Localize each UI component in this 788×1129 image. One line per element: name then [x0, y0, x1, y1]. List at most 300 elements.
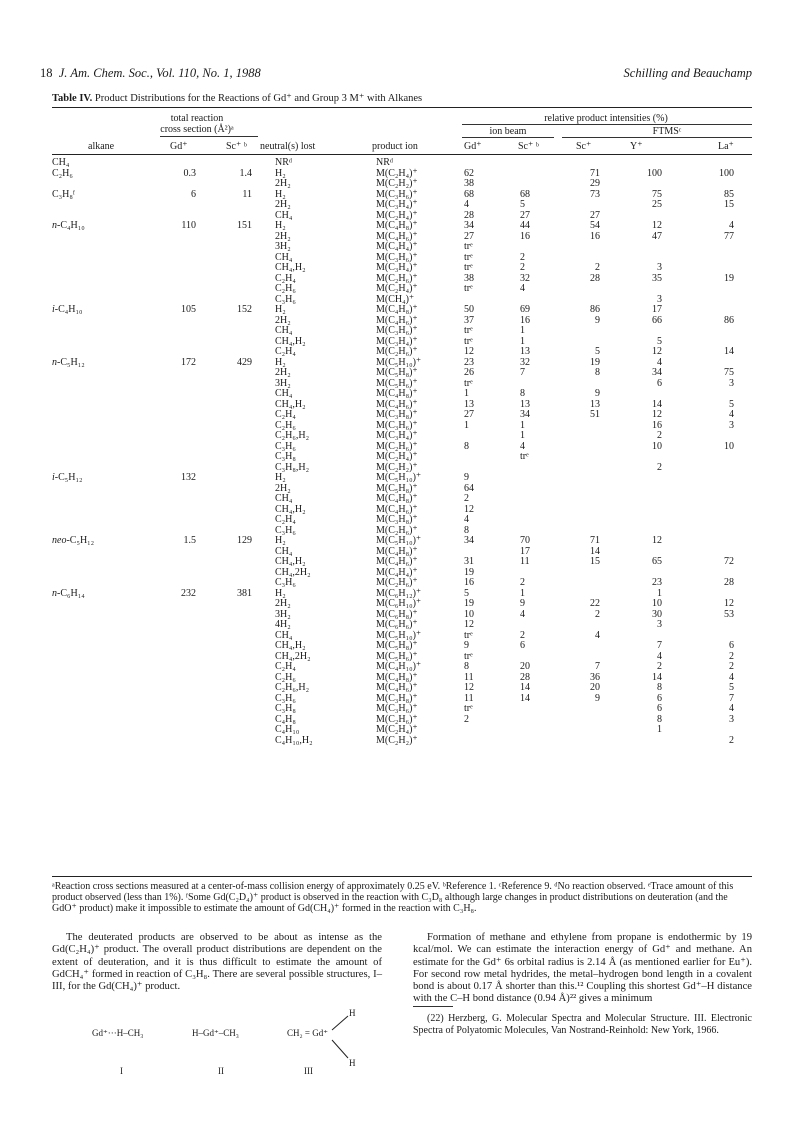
cell-ion-beam-sc: 11: [520, 556, 530, 567]
cell-neutral-lost: H₂: [275, 220, 286, 231]
col-header-gd: Gd⁺: [170, 141, 188, 152]
cell-ion-beam-gd: 4: [464, 199, 469, 210]
cell-ftms-y: 2: [657, 661, 662, 672]
cell-product-ion: M(C₅H₁₀)⁺: [376, 629, 422, 641]
cell-ftms-la: 4: [729, 703, 734, 714]
cell-neutral-lost: CH₄,H₂: [275, 640, 306, 651]
structure-label-3: III: [304, 1066, 313, 1076]
cell-product-ion: M(C₄H₈)⁺: [376, 671, 418, 683]
cell-ftms-y: 35: [652, 272, 662, 284]
cell-ftms-y: 5: [657, 335, 662, 347]
cell-product-ion: M(C₃H₈)⁺: [376, 692, 418, 704]
cell-ion-beam-gd: 23: [464, 356, 474, 368]
cell-ion-beam-gd: trᵉ: [464, 377, 473, 389]
cell-ion-beam-gd: 19: [464, 598, 474, 609]
cell-ftms-sc: 9: [595, 692, 600, 704]
cell-ion-beam-gd: 12: [464, 682, 474, 693]
cell-product-ion: M(C₄H₆)⁺: [376, 503, 418, 515]
cell-ftms-la: 6: [729, 640, 734, 651]
cell-ftms-y: 10: [652, 598, 662, 609]
cell-ion-beam-gd: 5: [464, 587, 469, 599]
table-row: [52, 620, 752, 631]
table-row: [52, 641, 752, 652]
cell-product-ion: M(C₂H₆)⁺: [376, 346, 418, 357]
cell-alkane: n-C₄H₁₀: [52, 220, 85, 231]
cell-ion-beam-gd: trᵉ: [464, 335, 473, 347]
cell-neutral-lost: 2H₂: [275, 598, 291, 609]
cell-alkane: n-C₅H₁₂: [52, 356, 85, 368]
cell-ftms-sc: 5: [595, 346, 600, 357]
table-row: [52, 242, 752, 253]
cell-product-ion: M(C₃H₆)⁺: [376, 703, 418, 714]
table-row: [52, 683, 752, 694]
cell-ion-beam-gd: 64: [464, 482, 474, 494]
cell-ftms-y: 8: [657, 713, 662, 725]
cell-ion-beam-sc: 1: [520, 325, 525, 336]
cell-ion-beam-sc: 14: [520, 682, 530, 693]
table-caption-text: Product Distributions for the Reactions of Gd⁺ and Group 3 M⁺ with Alkanes: [94, 93, 423, 104]
cell-product-ion: M(C₄H₁₀)⁺: [376, 661, 422, 672]
cell-ftms-y: 23: [652, 577, 662, 588]
cell-ion-beam-sc: 16: [520, 314, 530, 326]
cell-alkane: C₂H₆: [52, 167, 73, 179]
cell-ion-beam-gd: 19: [464, 566, 474, 578]
cell-ion-beam-sc: 16: [520, 230, 530, 242]
cell-ftms-la: 4: [729, 220, 734, 231]
table-row: [52, 389, 752, 400]
cell-product-ion: M(C₄H₈)⁺: [376, 220, 418, 231]
cell-product-ion: M(C₅H₁₀)⁺: [376, 356, 422, 368]
cell-sc-cross-section: 429: [237, 356, 252, 368]
cell-alkane: i-C₄H₁₀: [52, 304, 83, 315]
cell-ftms-sc: 36: [590, 671, 600, 683]
cell-product-ion: M(C₄H₄)⁺: [376, 241, 418, 252]
cell-ion-beam-sc: 32: [520, 356, 530, 368]
cell-ion-beam-sc: 27: [520, 209, 530, 221]
cell-ftms-sc: 16: [590, 230, 600, 242]
cell-ftms-y: 12: [652, 409, 662, 420]
cell-sc-cross-section: 1.4: [239, 167, 252, 179]
cell-product-ion: M(C₃H₄)⁺: [376, 335, 418, 347]
cell-product-ion: M(C₄H₆)⁺: [376, 682, 418, 693]
structure-3: CH₂ = Gd⁺: [287, 1028, 328, 1038]
cell-ftms-sc: 14: [590, 545, 600, 557]
cell-product-ion: M(C₃H₄)⁺: [376, 430, 418, 441]
cell-product-ion: M(C₂H₄)⁺: [376, 167, 418, 179]
cell-ftms-la: 10: [724, 440, 734, 452]
cell-ftms-la: 3: [729, 713, 734, 725]
cell-product-ion: M(C₂H₂)⁺: [376, 178, 418, 189]
cell-neutral-lost: CH₄: [275, 251, 293, 263]
cell-gd-cross-section: 105: [181, 304, 196, 315]
table-body: [52, 158, 752, 746]
col-header-ib-gd: Gd⁺: [464, 141, 482, 152]
cell-ftms-la: 53: [724, 608, 734, 620]
cell-ftms-y: 8: [657, 682, 662, 693]
table-row: [52, 578, 752, 589]
structure-label-2: II: [218, 1066, 224, 1076]
cell-ion-beam-sc: 9: [520, 598, 525, 609]
right-column: [413, 932, 752, 1006]
cell-ftms-la: 2: [729, 734, 734, 746]
cell-ion-beam-gd: 38: [464, 272, 474, 284]
header-ion-beam: ion beam: [489, 126, 527, 137]
col-header-ib-sc: Sc⁺ ᵇ: [518, 141, 539, 152]
cell-product-ion: M(C₂H₆)⁺: [376, 524, 418, 536]
cell-ftms-y: 47: [652, 230, 662, 242]
cell-ftms-sc: 29: [590, 178, 600, 189]
cell-product-ion: M(C₄H₈)⁺: [376, 545, 418, 557]
cell-ion-beam-gd: trᵉ: [464, 325, 473, 336]
cell-neutral-lost: C₂H₄: [275, 661, 296, 672]
cell-neutral-lost: H₂: [275, 188, 286, 200]
cell-ftms-y: 14: [652, 671, 662, 683]
cell-ftms-y: 34: [652, 367, 662, 378]
left-column: [52, 932, 382, 993]
cell-ftms-y: 16: [652, 419, 662, 431]
cell-ftms-la: 3: [729, 377, 734, 389]
cell-ftms-y: 7: [657, 640, 662, 651]
cell-ftms-y: 3: [657, 619, 662, 630]
cell-alkane: i-C₅H₁₂: [52, 472, 83, 483]
header-total-reaction: total reaction: [170, 113, 224, 124]
cell-ftms-la: 5: [729, 682, 734, 693]
table-row: [52, 410, 752, 421]
cell-ion-beam-sc: 1: [520, 419, 525, 431]
cell-ion-beam-sc: trᵉ: [520, 451, 529, 462]
cell-ftms-la: 77: [724, 230, 734, 242]
cell-ftms-la: 100: [719, 167, 734, 179]
col-header-sc-b: Sc⁺ ᵇ: [226, 141, 247, 152]
cell-ion-beam-gd: 11: [464, 671, 474, 683]
cell-ftms-sc: 4: [595, 629, 600, 641]
cell-neutral-lost: 2H₂: [275, 230, 291, 242]
cell-ftms-la: 28: [724, 577, 734, 588]
cell-ftms-sc: 13: [590, 398, 600, 410]
cell-ftms-y: 6: [657, 377, 662, 389]
cell-ftms-sc: 71: [590, 535, 600, 546]
cell-ftms-sc: 9: [595, 314, 600, 326]
cell-ftms-la: 12: [724, 598, 734, 609]
cell-ftms-y: 1: [657, 587, 662, 599]
cell-ion-beam-gd: 9: [464, 640, 469, 651]
cell-neutral-lost: CH₄: [275, 209, 293, 221]
cell-ion-beam-sc: 44: [520, 220, 530, 231]
col-header-product-ion: product ion: [372, 141, 418, 152]
cell-ion-beam-gd: 2: [464, 713, 469, 725]
cell-neutral-lost: C₂H₆: [275, 671, 296, 683]
cell-neutral-lost: C₃H₆: [275, 524, 296, 536]
cell-ion-beam-sc: 1: [520, 587, 525, 599]
cell-ion-beam-gd: 4: [464, 514, 469, 525]
running-head-left: [40, 66, 261, 81]
cell-neutral-lost: 3H₂: [275, 608, 291, 620]
cell-ion-beam-gd: 26: [464, 367, 474, 378]
cell-ion-beam-sc: 34: [520, 409, 530, 420]
table-row: [52, 431, 752, 442]
cell-ftms-sc: 71: [590, 167, 600, 179]
cell-ftms-sc: 51: [590, 409, 600, 420]
cell-ftms-sc: 2: [595, 262, 600, 273]
cell-ion-beam-sc: 4: [520, 283, 525, 294]
cell-ion-beam-gd: 68: [464, 188, 474, 200]
cell-ion-beam-gd: trᵉ: [464, 251, 473, 263]
cell-alkane: n-C₆H₁₄: [52, 587, 85, 599]
cell-ion-beam-sc: 70: [520, 535, 530, 546]
cell-product-ion: M(C₃H₆)⁺: [376, 419, 418, 431]
cell-neutral-lost: C₂H₆: [275, 283, 296, 294]
cell-ion-beam-gd: trᵉ: [464, 283, 473, 294]
header-ftms: FTMSᶜ: [652, 126, 682, 137]
cell-sc-cross-section: 151: [237, 220, 252, 231]
cell-neutral-lost: C₄H₈: [275, 713, 296, 725]
cell-neutral-lost: C₄H₁₀,H₂: [275, 734, 313, 746]
cell-ftms-sc: 27: [590, 209, 600, 221]
cell-neutral-lost: CH₄,2H₂: [275, 650, 311, 662]
header-cross-section-rule: [160, 136, 258, 137]
table-row: [52, 326, 752, 337]
cell-neutral-lost: NRᵈ: [275, 157, 293, 168]
cell-neutral-lost: 4H₂: [275, 619, 291, 630]
cell-ftms-y: 6: [657, 692, 662, 704]
table-row: [52, 704, 752, 715]
cell-ftms-la: 75: [724, 367, 734, 378]
cell-neutral-lost: CH₄,H₂: [275, 398, 306, 410]
table-row: [52, 179, 752, 190]
cell-neutral-lost: CH₄: [275, 545, 293, 557]
header-ftms-rule: [562, 137, 752, 138]
cell-gd-cross-section: 132: [181, 472, 196, 483]
cell-product-ion: M(C₂H₆)⁺: [376, 272, 418, 284]
table-row: [52, 725, 752, 736]
cell-product-ion: M(C₂H₂)⁺: [376, 734, 418, 746]
table-row: [52, 347, 752, 358]
cell-product-ion: M(C₃H₈)⁺: [376, 409, 418, 420]
cell-ftms-y: 2: [657, 461, 662, 473]
cell-product-ion: M(CH₄)⁺: [376, 293, 415, 305]
journal-citation: J. Am. Chem. Soc., Vol. 110, No. 1, 1988: [58, 66, 261, 80]
cell-ftms-la: 3: [729, 419, 734, 431]
cell-ion-beam-sc: 13: [520, 346, 530, 357]
cell-neutral-lost: 3H₂: [275, 377, 291, 389]
cell-product-ion: M(C₆H₈)⁺: [376, 608, 418, 620]
cell-gd-cross-section: 232: [181, 587, 196, 599]
cell-ion-beam-gd: 12: [464, 503, 474, 515]
table-header-rule: [52, 154, 752, 155]
table-row: [52, 515, 752, 526]
cell-sc-cross-section: 129: [237, 535, 252, 546]
cell-ftms-sc: 86: [590, 304, 600, 315]
cell-ion-beam-gd: 62: [464, 167, 474, 179]
cell-ftms-la: 4: [729, 409, 734, 420]
cell-product-ion: M(C₄H₆)⁺: [376, 398, 418, 410]
cell-ftms-sc: 7: [595, 661, 600, 672]
cell-ion-beam-gd: 16: [464, 577, 474, 588]
table-top-rule: [52, 107, 752, 108]
cell-ftms-y: 12: [652, 220, 662, 231]
table-caption: [52, 93, 752, 105]
cell-ion-beam-sc: 2: [520, 629, 525, 641]
cell-ion-beam-sc: 68: [520, 188, 530, 200]
table-row: [52, 494, 752, 505]
cell-ion-beam-gd: 11: [464, 692, 474, 704]
table-row: [52, 599, 752, 610]
cell-ion-beam-sc: 69: [520, 304, 530, 315]
cell-product-ion: M(C₄H₆)⁺: [376, 230, 418, 242]
table-footnotes: ᵃReaction cross sections measured at a center-of-mass collision energy of approximately 0.25 eV. ᵇReference 1. ᶜReference 9. ᵈNo reaction observed. ᵉTrace amount of this product observed (less than 1%). ᶠSome Gd(C₂D₄)⁺ product is observed in the reaction with C₃D₈ although large changes in product distributions on deuteration (and the GdO⁺ product) make it impossible to estimate the amount of Gd(CH₄)⁺ formed in the reaction with C₃H₈.: [52, 881, 734, 914]
cell-product-ion: M(C₅H₆)⁺: [376, 377, 418, 389]
cell-ion-beam-sc: 6: [520, 640, 525, 651]
cell-ftms-sc: 54: [590, 220, 600, 231]
cell-ion-beam-gd: trᵉ: [464, 629, 473, 641]
cell-neutral-lost: CH₄: [275, 325, 293, 336]
cell-ftms-y: 12: [652, 535, 662, 546]
cell-product-ion: M(C₃H₈)⁺: [376, 514, 418, 525]
cell-gd-cross-section: 110: [181, 220, 196, 231]
table-bottom-rule: [52, 876, 752, 877]
cell-neutral-lost: C₃H₆: [275, 440, 296, 452]
cell-product-ion: M(C₃H₆)⁺: [376, 251, 418, 263]
cell-ion-beam-gd: 38: [464, 178, 474, 189]
structure-3-h-top: H: [349, 1008, 356, 1018]
cell-ion-beam-gd: 31: [464, 556, 474, 567]
cell-ion-beam-gd: trᵉ: [464, 650, 473, 662]
cell-neutral-lost: H₂: [275, 167, 286, 179]
cell-ion-beam-sc: 5: [520, 199, 525, 210]
cell-ftms-y: 10: [652, 440, 662, 452]
cell-ion-beam-gd: 1: [464, 388, 469, 399]
cell-product-ion: M(C₄H₈)⁺: [376, 388, 418, 399]
cell-ftms-y: 25: [652, 199, 662, 210]
structure-2: H–Gd⁺–CH₃: [192, 1028, 239, 1038]
cell-ion-beam-gd: 8: [464, 661, 469, 672]
cell-ion-beam-gd: 50: [464, 304, 474, 315]
header-cross-section: cross section (Å²)ᵃ: [160, 124, 234, 135]
table-row: [52, 368, 752, 379]
reference-rule: [413, 1006, 453, 1007]
cell-neutral-lost: C₃H₆: [275, 293, 296, 305]
cell-ftms-sc: 15: [590, 556, 600, 567]
cell-neutral-lost: C₂H₆,H₂: [275, 682, 310, 693]
cell-product-ion: M(C₂H₄)⁺: [376, 451, 418, 462]
running-head: [40, 66, 752, 82]
cell-product-ion: M(C₂H₆)⁺: [376, 713, 418, 725]
cell-neutral-lost: CH₄,H₂: [275, 503, 306, 515]
table-row: [52, 736, 752, 747]
table-row: [52, 473, 752, 484]
cell-neutral-lost: CH₄,2H₂: [275, 566, 311, 578]
table-label: Table IV.: [52, 93, 93, 104]
col-header-ft-la: La⁺: [718, 141, 734, 152]
cell-neutral-lost: H₂: [275, 472, 286, 483]
table-row: [52, 452, 752, 463]
cell-product-ion: NRᵈ: [376, 157, 394, 168]
cell-ion-beam-gd: trᵉ: [464, 262, 473, 273]
cell-ion-beam-sc: 1: [520, 335, 525, 347]
cell-ion-beam-gd: 1: [464, 419, 469, 431]
cell-ion-beam-gd: 27: [464, 409, 474, 420]
cell-product-ion: M(C₅H₁₀)⁺: [376, 535, 422, 546]
cell-product-ion: M(C₃H₆)⁺: [376, 325, 418, 336]
page-number: 18: [40, 66, 53, 80]
cell-product-ion: M(C₄H₆)⁺: [376, 314, 418, 326]
cell-ftms-y: 1: [657, 724, 662, 735]
cell-ion-beam-sc: 2: [520, 262, 525, 273]
cell-ion-beam-gd: 34: [464, 535, 474, 546]
cell-gd-cross-section: 1.5: [183, 535, 196, 546]
cell-sc-cross-section: 381: [237, 587, 252, 599]
cell-ion-beam-sc: 4: [520, 608, 525, 620]
cell-alkane: C₃H₈ᶠ: [52, 188, 75, 200]
cell-neutral-lost: CH₄: [275, 493, 293, 504]
cell-ion-beam-sc: 2: [520, 251, 525, 263]
cell-ftms-y: 4: [657, 356, 662, 368]
cell-ftms-la: 19: [724, 272, 734, 284]
cell-neutral-lost: C₂H₆,H₂: [275, 430, 310, 441]
cell-ftms-y: 4: [657, 650, 662, 662]
cell-product-ion: M(C₅H₆)⁺: [376, 650, 418, 662]
cell-ftms-y: 14: [652, 398, 662, 410]
table-row: [52, 284, 752, 295]
cell-ftms-sc: 9: [595, 388, 600, 399]
cell-neutral-lost: H₂: [275, 304, 286, 315]
cell-alkane: CH₄: [52, 157, 70, 168]
cell-ion-beam-gd: 8: [464, 524, 469, 536]
table-row: [52, 158, 752, 169]
cell-ftms-la: 5: [729, 398, 734, 410]
table-row: [52, 200, 752, 211]
table-row: [52, 662, 752, 673]
cell-neutral-lost: 3H₂: [275, 241, 291, 252]
cell-ion-beam-sc: 2: [520, 577, 525, 588]
cell-ion-beam-gd: trᵉ: [464, 241, 473, 252]
cell-neutral-lost: C₂H₄: [275, 272, 296, 284]
cell-ftms-y: 6: [657, 703, 662, 714]
cell-ftms-y: 65: [652, 556, 662, 567]
cell-ion-beam-gd: trᵉ: [464, 703, 473, 714]
cell-product-ion: M(C₆H₆)⁺: [376, 619, 418, 630]
cell-product-ion: M(C₆H₁₂)⁺: [376, 587, 422, 599]
cell-ion-beam-sc: 28: [520, 671, 530, 683]
col-header-neutrals: neutral(s) lost: [260, 141, 316, 152]
cell-ftms-y: 66: [652, 314, 662, 326]
cell-ftms-y: 100: [647, 167, 662, 179]
cell-neutral-lost: CH₄,H₂: [275, 556, 306, 567]
cell-product-ion: M(C₂H₆)⁺: [376, 440, 418, 452]
cell-product-ion: M(C₂H₆)⁺: [376, 577, 418, 588]
cell-ion-beam-sc: 8: [520, 388, 525, 399]
cell-ftms-la: 7: [729, 692, 734, 704]
cell-neutral-lost: C₃H₈: [275, 451, 296, 462]
cell-alkane: neo-C₅H₁₂: [52, 535, 95, 546]
cell-product-ion: M(C₂H₄)⁺: [376, 283, 418, 294]
cell-ion-beam-gd: 12: [464, 346, 474, 357]
cell-neutral-lost: CH₄: [275, 629, 293, 641]
cell-ion-beam-sc: 1: [520, 430, 525, 441]
cell-product-ion: M(C₄H₄)⁺: [376, 566, 418, 578]
cell-ion-beam-gd: 8: [464, 440, 469, 452]
cell-ftms-y: 75: [652, 188, 662, 200]
cell-neutral-lost: CH₄: [275, 388, 293, 399]
cell-ion-beam-sc: 20: [520, 661, 530, 672]
cell-ftms-la: 86: [724, 314, 734, 326]
cell-ftms-sc: 8: [595, 367, 600, 378]
cell-ion-beam-gd: 13: [464, 398, 474, 410]
cell-ion-beam-gd: 34: [464, 220, 474, 231]
cell-neutral-lost: CH₄,H₂: [275, 262, 306, 273]
cell-ftms-y: 2: [657, 430, 662, 441]
structure-label-1: I: [120, 1066, 123, 1076]
